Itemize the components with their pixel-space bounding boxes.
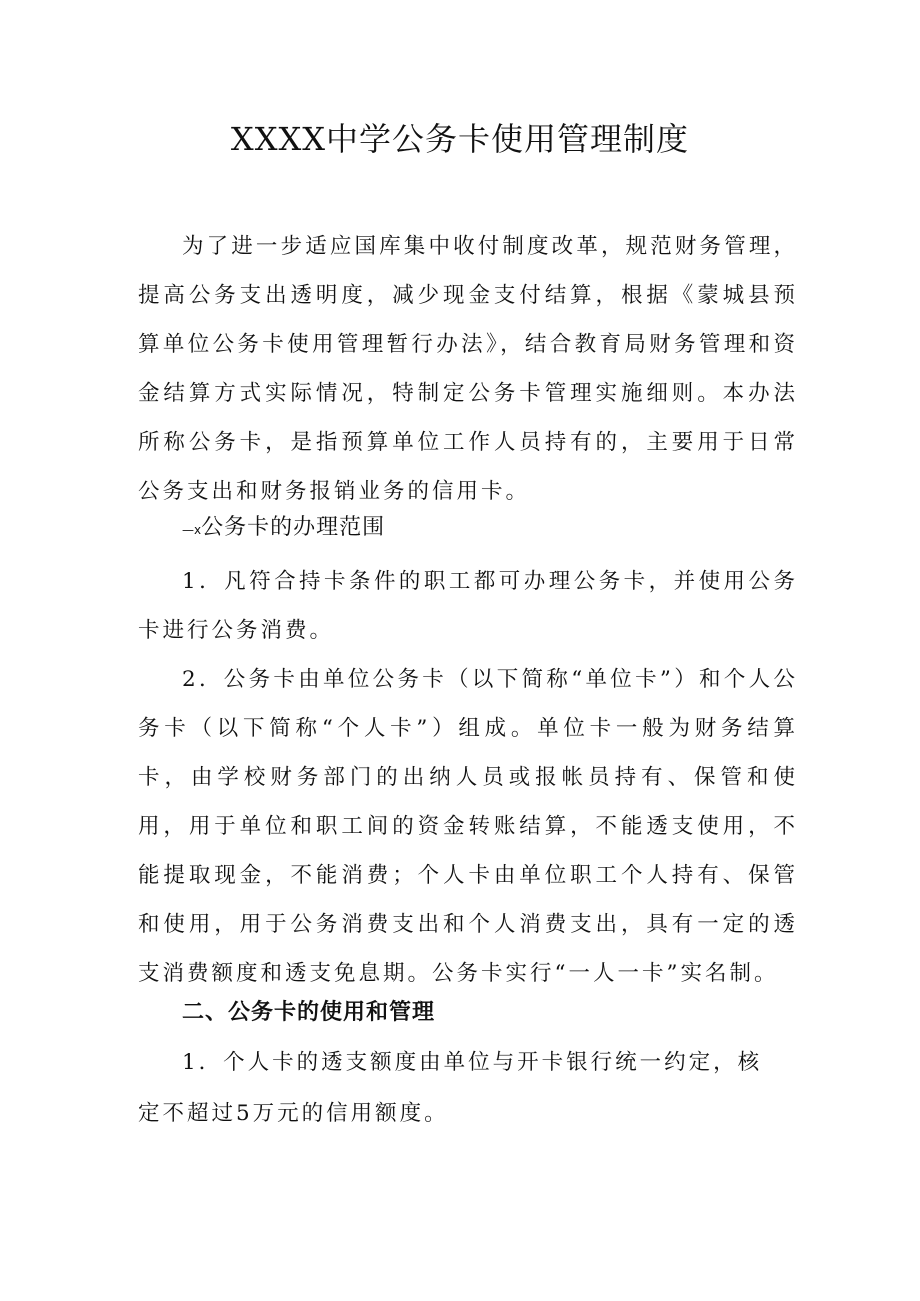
section-2-item-1-line-2: 定不超过5万元的信用额度。 [138,1101,449,1126]
section-2-item-1-line-1: 1．个人卡的透支额度由单位与开卡银行统一约定，核 [182,1050,763,1075]
section-1-item-2: 2．公务卡由单位公务卡（以下简称“单位卡”）和个人公务卡（以下简称“个人卡”）组成。单位卡一般为财务结算卡，由学校财务部门的出纳人员或报帐员持有、保管和使用，用于单位和职工间的资金转账结算，不能透支使用，不能提取现金，不能消费；个人卡由单位职工个人持有、保管和使用，用于公务消费支出和个人消费支出，具有一定的透支消费额度和透支免息期。公务卡实行“一人一卡”实名制。 [138,667,798,986]
section-1-heading-text: 公务卡的办理范围 [201,515,386,540]
document-title: XXXX中学公务卡使用管理制度 [230,120,690,158]
section-1-marker: —x [182,523,202,537]
section-1-item-1: 1．凡符合持卡条件的职工都可办理公务卡，并使用公务卡进行公务消费。 [138,569,798,643]
section-2-heading: 二、公务卡的使用和管理 [182,1000,436,1025]
section-1-heading [182,508,385,550]
intro-paragraph: 为了进一步适应国库集中收付制度改革，规范财务管理，提高公务支出透明度，减少现金支付结算，根据《蒙城县预算单位公务卡使用管理暂行办法》，结合教育局财务管理和资金结算方式实际情况，特制定公务卡管理实施细则。本办法所称公务卡，是指预算单位工作人员持有的，主要用于日常公务支出和财务报销业务的信用卡。 [138,234,798,504]
